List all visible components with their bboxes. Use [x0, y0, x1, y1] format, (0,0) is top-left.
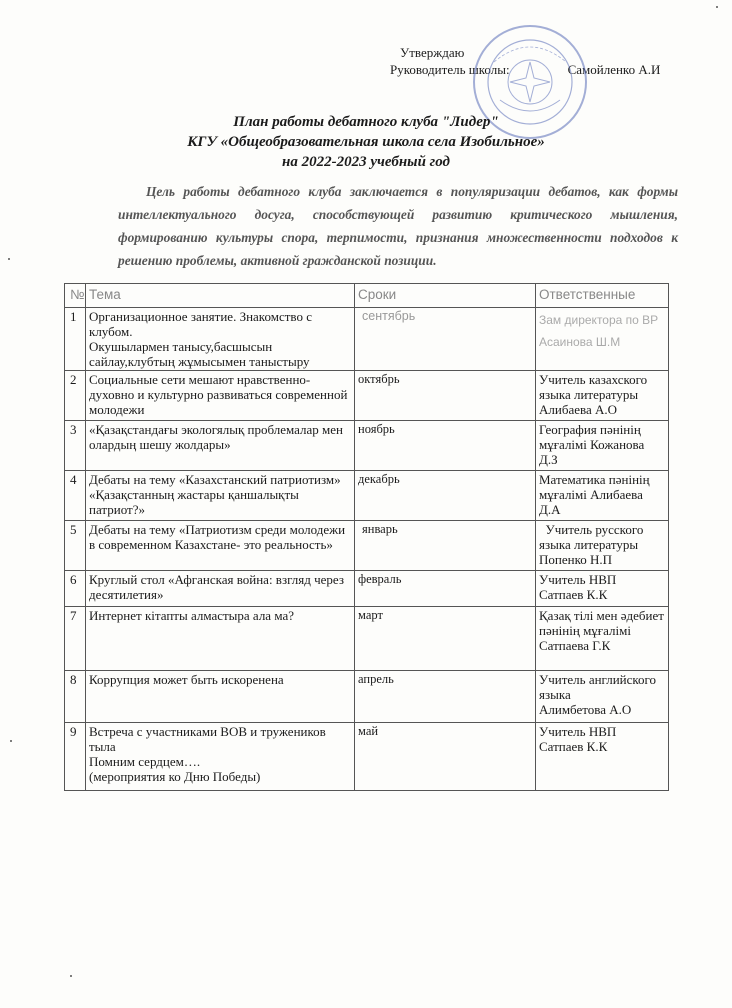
row-number: 7 — [65, 607, 86, 671]
responsible-line: Сатпаев К.К — [539, 587, 608, 602]
row-term: май — [355, 723, 536, 791]
responsible-line: Учитель русского языка литературы Попенко Н.П — [539, 522, 647, 567]
topic-line: Круглый стол «Афганская война: взгляд через десятилетия» — [89, 572, 344, 602]
row-term: ноябрь — [355, 421, 536, 471]
row-responsible — [536, 607, 669, 671]
scan-speck — [716, 6, 718, 8]
title-line-2: КГУ «Общеобразовательная школа села Изобильное» — [187, 134, 545, 150]
row-responsible — [536, 521, 669, 571]
row-topic — [86, 421, 355, 471]
table-header-row — [65, 284, 669, 308]
responsible-line: Қазақ тілі мен әдебиет пәнінің мұғалімі — [539, 608, 664, 638]
row-term — [355, 308, 536, 371]
row-term: март — [355, 607, 536, 671]
responsible-line: Учитель казахского языка литературы Алибаева А.О — [539, 372, 648, 417]
row-term: декабрь — [355, 471, 536, 521]
topic-line: Окушылармен танысу,басшысын сайлау,клубтың жұмысымен таныстыру — [89, 339, 310, 369]
topic-line: Дебаты на тему «Патриотизм среди молодежи в современном Казахстане- это реальность» — [89, 522, 346, 552]
responsible-line: Математика пәнінің мұғалімі Алибаева Д.А — [539, 472, 650, 517]
row-responsible — [536, 471, 669, 521]
table-row — [65, 471, 669, 521]
responsible-line: Учитель английского языка — [539, 672, 657, 702]
table-row — [65, 723, 669, 791]
plan-table — [64, 283, 669, 791]
row-term: октябрь — [355, 371, 536, 421]
table-row — [65, 371, 669, 421]
row-number: 1 — [65, 308, 86, 371]
row-responsible — [536, 671, 669, 723]
row-number: 5 — [65, 521, 86, 571]
term-text: сентябрь — [362, 309, 416, 323]
row-term: февраль — [355, 571, 536, 607]
director-name: Самойленко А.И — [567, 62, 661, 77]
row-topic — [86, 308, 355, 371]
scan-speck — [8, 258, 10, 260]
table-row — [65, 421, 669, 471]
responsible-line: География пәнінің мұғалімі Кожанова Д.З — [539, 422, 645, 467]
topic-line: Организационное занятие. Знакомство с клубом. — [89, 309, 312, 339]
document-title — [0, 112, 732, 172]
row-term — [355, 521, 536, 571]
topic-line: Коррупция может быть искоренена — [89, 672, 284, 687]
responsible-line: Асаинова Ш.М — [539, 335, 621, 349]
row-responsible — [536, 571, 669, 607]
row-responsible — [536, 723, 669, 791]
responsible-line: Учитель НВП — [539, 724, 617, 739]
topic-line: Встреча с участниками ВОВ и тружеников тыла — [89, 724, 326, 754]
header-number: № — [65, 284, 86, 308]
goal-text: Цель работы дебатного клуба заключается в популяризации дебатов, как формы интеллектуального досуга, способствующей развитию критического мышления, формированию культуры спора, терпимости, признания множественности подходов к решению проблемы, активной гражданской позиции. — [118, 184, 678, 268]
topic-line: Социальные сети мешают нравственно-духовно и культурно развиваться современной молодежи — [89, 372, 348, 417]
responsible-line: Учитель НВП — [539, 572, 617, 587]
goal-paragraph — [118, 180, 678, 272]
topic-line: Помним сердцем…. — [89, 754, 201, 769]
row-number: 4 — [65, 471, 86, 521]
table-row — [65, 308, 669, 371]
title-line-3: на 2022-2023 учебный год — [282, 154, 450, 170]
row-topic — [86, 521, 355, 571]
approved-label: Утверждаю — [400, 45, 465, 60]
row-number: 8 — [65, 671, 86, 723]
director-label: Руководитель школы: — [390, 62, 510, 77]
table-row — [65, 521, 669, 571]
topic-line: Интернет кітапты алмастыра ала ма? — [89, 608, 294, 623]
table-row — [65, 671, 669, 723]
header-term: Сроки — [355, 284, 536, 308]
row-topic — [86, 671, 355, 723]
topic-line: «Қазақстандағы экологялық проблемалар мен олардың шешу жолдары» — [89, 422, 344, 452]
topic-line: (мероприятия ко Дню Победы) — [89, 769, 261, 784]
row-responsible — [536, 308, 669, 371]
term-text: январь — [362, 522, 398, 536]
scan-speck — [10, 740, 12, 742]
responsible-line: Зам директора по ВР — [539, 313, 659, 327]
responsible-line: Алимбетова А.О — [539, 702, 632, 717]
topic-line: Дебаты на тему «Казахстанский патриотизм» «Қазақстанның жастары қаншалықты патриот?» — [89, 472, 341, 517]
row-term: апрель — [355, 671, 536, 723]
row-topic — [86, 471, 355, 521]
row-number: 9 — [65, 723, 86, 791]
row-topic — [86, 371, 355, 421]
row-topic — [86, 571, 355, 607]
responsible-line: Сатпаева Г.К — [539, 638, 611, 653]
row-number: 2 — [65, 371, 86, 421]
row-topic — [86, 607, 355, 671]
header-responsible: Ответственные — [536, 284, 669, 308]
row-topic — [86, 723, 355, 791]
table-row — [65, 571, 669, 607]
title-line-1: План работы дебатного клуба "Лидер" — [233, 114, 499, 130]
table-row — [65, 607, 669, 671]
row-responsible — [536, 421, 669, 471]
scan-speck — [70, 975, 72, 977]
row-number: 3 — [65, 421, 86, 471]
row-responsible — [536, 371, 669, 421]
header-topic: Тема — [86, 284, 355, 308]
responsible-line: Сатпаев К.К — [539, 739, 608, 754]
row-number: 6 — [65, 571, 86, 607]
